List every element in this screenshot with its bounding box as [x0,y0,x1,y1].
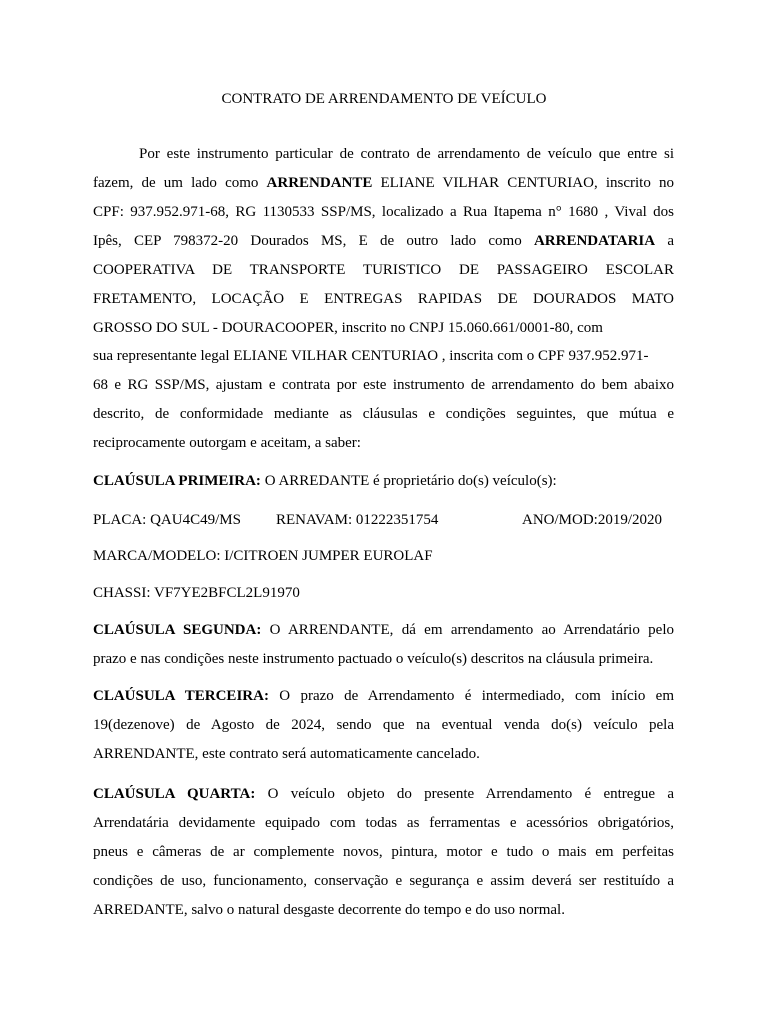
arrendataria-label: ARRENDATARIA [533,233,656,249]
intro-line-1: Por este instrumento particular de contrato de arrendamento de veículo que entre si [139,146,674,162]
intro-line-4 [93,232,674,250]
clause-2-line-2: prazo e nas condições neste instrumento pactuado o veículo(s) descritos na cláusula primeira. [93,651,654,667]
intro-line-2 [93,174,674,192]
clause-1-text: O ARREDANTE é proprietário do(s) veículo(s): [260,473,557,489]
clause-4-heading: CLAÚSULA QUARTA: [93,786,256,802]
intro-line-5: COOPERATIVA DE TRANSPORTE TURISTICO DE PASSAGEIRO ESCOLAR [93,262,674,278]
clause-3-line-1 [93,687,674,705]
clause-3-line-2: 19(dezenove) de Agosto de 2024, sendo que na eventual venda do(s) veículo pela [93,717,674,733]
intro-text: fazem, de um lado como [93,175,267,191]
clause-3-line-3: ARRENDANTE, este contrato será automaticamente cancelado. [93,746,480,762]
intro-text: ELIANE VILHAR CENTURIAO, inscrito no [372,175,674,191]
intro-text: a [655,233,674,249]
clause-1 [93,472,674,490]
clause-3-heading: CLAÚSULA TERCEIRA: [93,688,269,704]
intro-line-8: sua representante legal ELIANE VILHAR CENTURIAO , inscrita com o CPF 937.952.971- [93,348,649,364]
clause-4-line-3: pneus e câmeras de ar complemente novos, pintura, motor e tudo o mais em perfeitas [93,844,674,860]
clause-4-line-2: Arrendatária devidamente equipado com todas as ferramentas e acessórios obrigatórios, [93,815,674,831]
intro-line-11: reciprocamente outorgam e aceitam, a saber: [93,435,361,451]
intro-line-9: 68 e RG SSP/MS, ajustam e contrata por este instrumento de arrendamento do bem abaixo [93,377,674,393]
vehicle-plate: PLACA: QAU4C49/MS [93,512,241,528]
clause-2-heading: CLAÚSULA SEGUNDA: [93,622,262,638]
clause-4-line-5: ARREDANTE, salvo o natural desgaste decorrente do tempo e do uso normal. [93,902,565,918]
vehicle-chassis: CHASSI: VF7YE2BFCL2L91970 [93,585,300,601]
vehicle-renavam: RENAVAM: 01222351754 [276,512,439,528]
clause-4-line-4: condições de uso, funcionamento, conservação e segurança e assim deverá ser restituído a [93,873,674,889]
vehicle-year-model: ANO/MOD:2019/2020 [522,512,663,528]
document-title: CONTRATO DE ARRENDAMENTO DE VEÍCULO [221,91,547,107]
intro-text: Ipês, CEP 798372-20 Dourados MS, E de outro lado como [93,233,534,249]
intro-line-7: GROSSO DO SUL - DOURACOOPER, inscrito no CNPJ 15.060.661/0001-80, com [93,320,603,336]
clause-3-text: O prazo de Arrendamento é intermediado, com início em [268,688,674,704]
clause-4-line-1 [93,785,674,803]
clause-4-text: O veículo objeto do presente Arrendamento é entregue a [255,786,675,802]
clause-1-heading: CLAÚSULA PRIMEIRA: [93,473,261,489]
intro-line-10: descrito, de conformidade mediante as cláusulas e condições seguintes, que mútua e [93,406,674,422]
vehicle-make-model: MARCA/MODELO: I/CITROEN JUMPER EUROLAF [93,548,433,564]
arrendante-label: ARRENDANTE [266,175,373,191]
intro-line-3: CPF: 937.952.971-68, RG 1130533 SSP/MS, localizado a Rua Itapema n° 1680 , Vival dos [93,204,674,220]
clause-2-text: O ARRENDANTE, dá em arrendamento ao Arrendatário pelo [261,622,674,638]
clause-2-line-1 [93,621,674,639]
intro-line-6: FRETAMENTO, LOCAÇÃO E ENTREGAS RAPIDAS DE DOURADOS MATO [93,291,674,307]
